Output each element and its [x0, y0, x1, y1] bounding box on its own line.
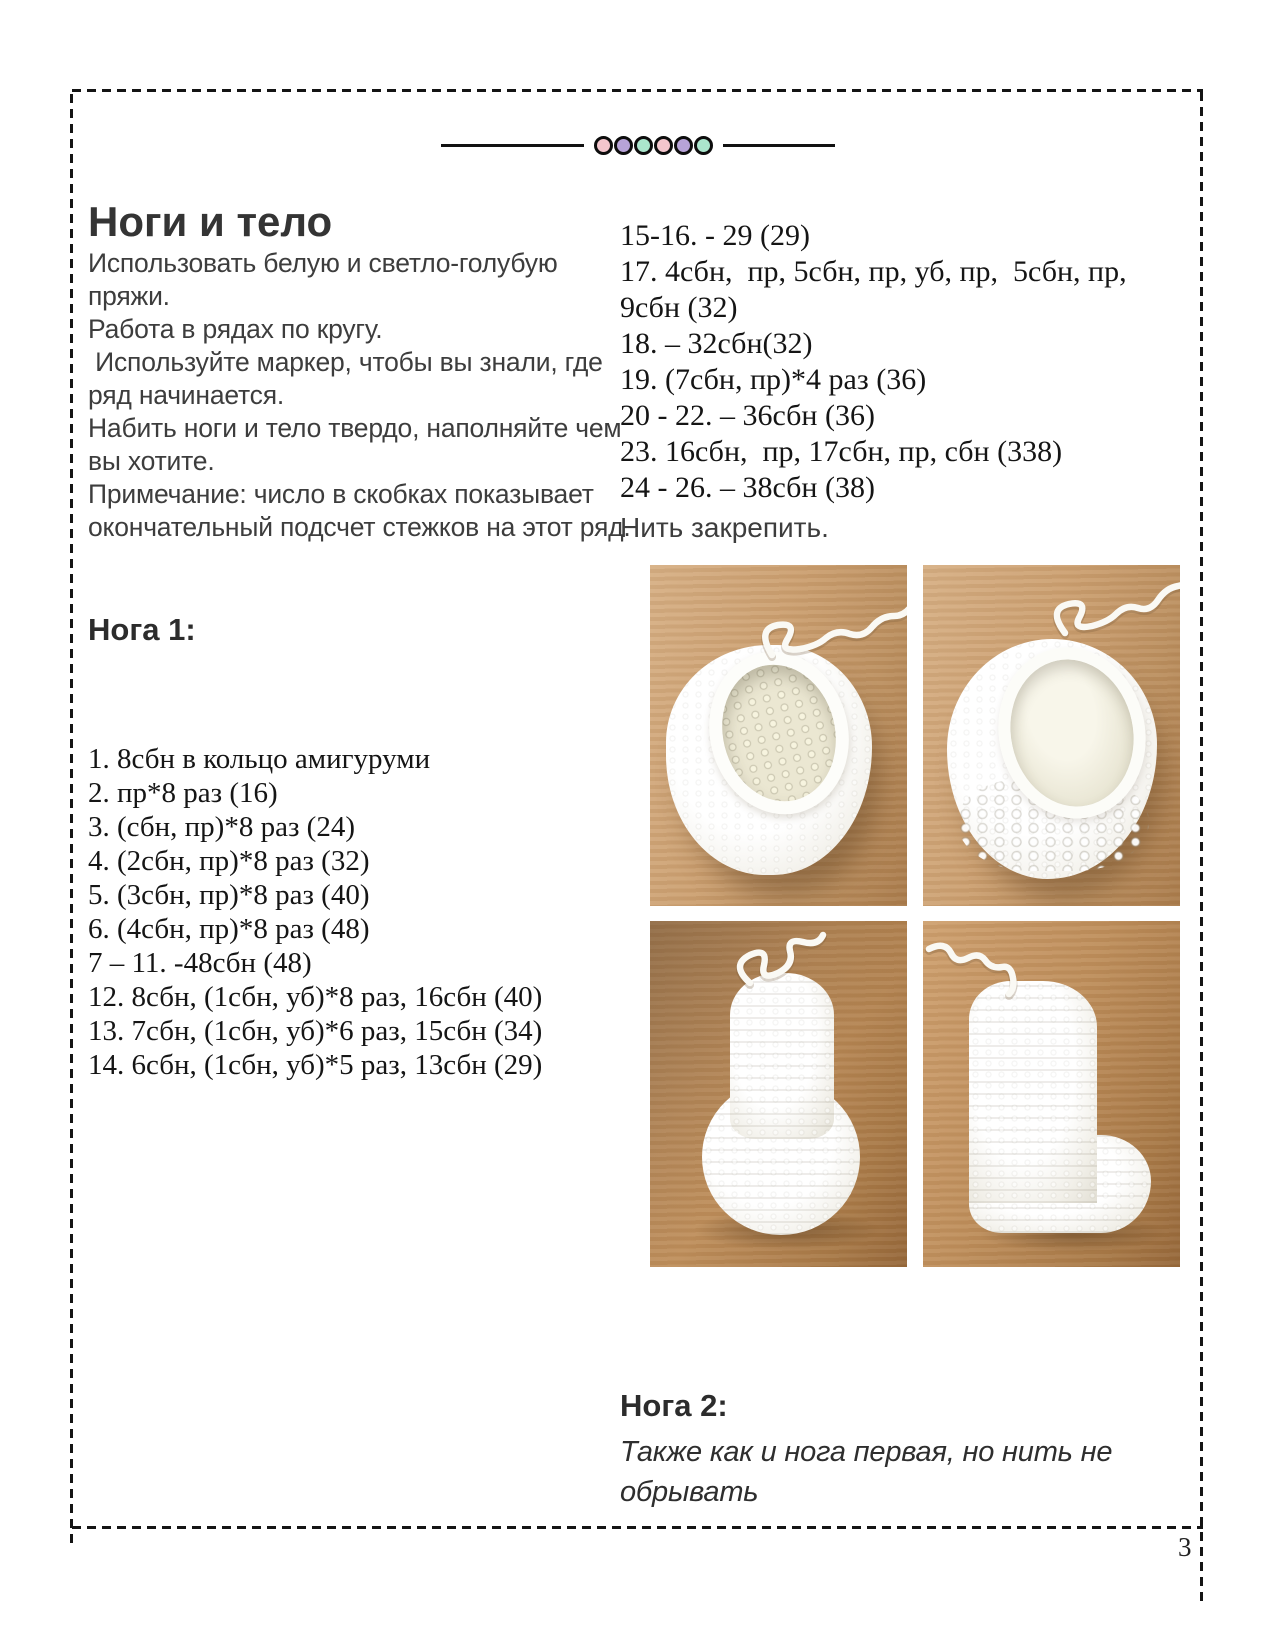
intro-line: ряд начинается. — [88, 380, 285, 410]
border-right-dashed — [1200, 92, 1203, 1604]
body-instruction-list — [620, 218, 1127, 506]
leg1-row: 1. 8сбн в кольцо амигуруми — [88, 743, 431, 775]
leg1-row: 13. 7сбн, (1сбн, уб)*6 раз, 15сбн (34) — [88, 1015, 543, 1047]
yarn-strand — [650, 565, 907, 906]
decor-dot-pink-icon — [594, 136, 613, 155]
body-row: 24 - 26. – 38сбн (38) — [620, 471, 875, 504]
yarn-tails — [650, 921, 907, 1267]
photo-bootie-open-top-view — [650, 565, 907, 906]
decor-dot-purple-icon — [614, 136, 633, 155]
leg2-note — [620, 1432, 1112, 1512]
intro-line: вы хотите. — [88, 446, 215, 476]
yarn-strand — [923, 565, 1180, 906]
body-row: 23. 16сбн, пр, 17сбн, пр, сбн (338) — [620, 435, 1063, 468]
intro-line: Использовать белую и светло-голубую — [88, 248, 558, 278]
intro-line: Используйте маркер, чтобы вы знали, где — [88, 347, 603, 377]
leg1-row: 3. (сбн, пр)*8 раз (24) — [88, 811, 355, 843]
leg1-row: 2. пр*8 раз (16) — [88, 777, 278, 809]
leg2-heading: Нога 2: — [620, 1388, 728, 1423]
decoration-dots — [594, 136, 713, 155]
intro-line: окончательный подсчет стежков на этот ряд. — [88, 512, 631, 542]
leg1-instruction-list — [88, 742, 542, 1082]
body-row: 17. 4сбн, пр, 5сбн, пр, уб, пр, 5сбн, пр, — [620, 255, 1127, 288]
leg1-row: 6. (4сбн, пр)*8 раз (48) — [88, 913, 370, 945]
body-row: 18. – 32сбн(32) — [620, 327, 813, 360]
intro-line: Примечание: число в скобках показывает — [88, 479, 594, 509]
leg2-note-line: обрывать — [620, 1476, 759, 1508]
photo-bootie-stuffed-top-view — [923, 565, 1180, 906]
intro-paragraph — [88, 247, 631, 544]
decoration-rule-left — [441, 144, 584, 147]
body-row: 15-16. - 29 (29) — [620, 219, 810, 252]
header-decoration — [441, 136, 835, 155]
fasten-thread-note: Нить закрепить. — [620, 512, 829, 543]
decoration-rule-right — [723, 144, 835, 147]
body-row: 9сбн (32) — [620, 291, 738, 324]
section-title: Ноги и тело — [88, 198, 333, 245]
border-bottom-dashed — [72, 1526, 1203, 1529]
body-row: 19. (7сбн, пр)*4 раз (36) — [620, 363, 927, 396]
leg2-note-line: Также как и нога первая, но нить не — [620, 1436, 1113, 1468]
photo-leg-boot-shape — [923, 921, 1180, 1267]
photo-leg-gourd-shape — [650, 921, 907, 1267]
leg1-row: 4. (2сбн, пр)*8 раз (32) — [88, 845, 370, 877]
leg1-row: 5. (3сбн, пр)*8 раз (40) — [88, 879, 370, 911]
border-top-dashed — [72, 89, 1203, 92]
yarn-strand — [923, 921, 1180, 1267]
intro-line: пряжи. — [88, 281, 170, 311]
border-left-dashed — [70, 94, 73, 1546]
leg1-row: 7 – 11. -48сбн (48) — [88, 947, 312, 979]
decor-dot-purple-icon — [674, 136, 693, 155]
leg1-row: 12. 8сбн, (1сбн, уб)*8 раз, 16сбн (40) — [88, 981, 543, 1013]
decor-dot-mint-icon — [694, 136, 713, 155]
page-number: 3 — [1178, 1532, 1192, 1562]
intro-line: Набить ноги и тело твердо, наполняйте чем — [88, 413, 622, 443]
body-row: 20 - 22. – 36сбн (36) — [620, 399, 875, 432]
leg1-heading: Нога 1: — [88, 612, 196, 647]
decor-dot-pink-icon — [654, 136, 673, 155]
leg1-row: 14. 6сбн, (1сбн, уб)*5 раз, 13сбн (29) — [88, 1049, 543, 1081]
intro-line: Работа в рядах по кругу. — [88, 314, 383, 344]
decor-dot-mint-icon — [634, 136, 653, 155]
